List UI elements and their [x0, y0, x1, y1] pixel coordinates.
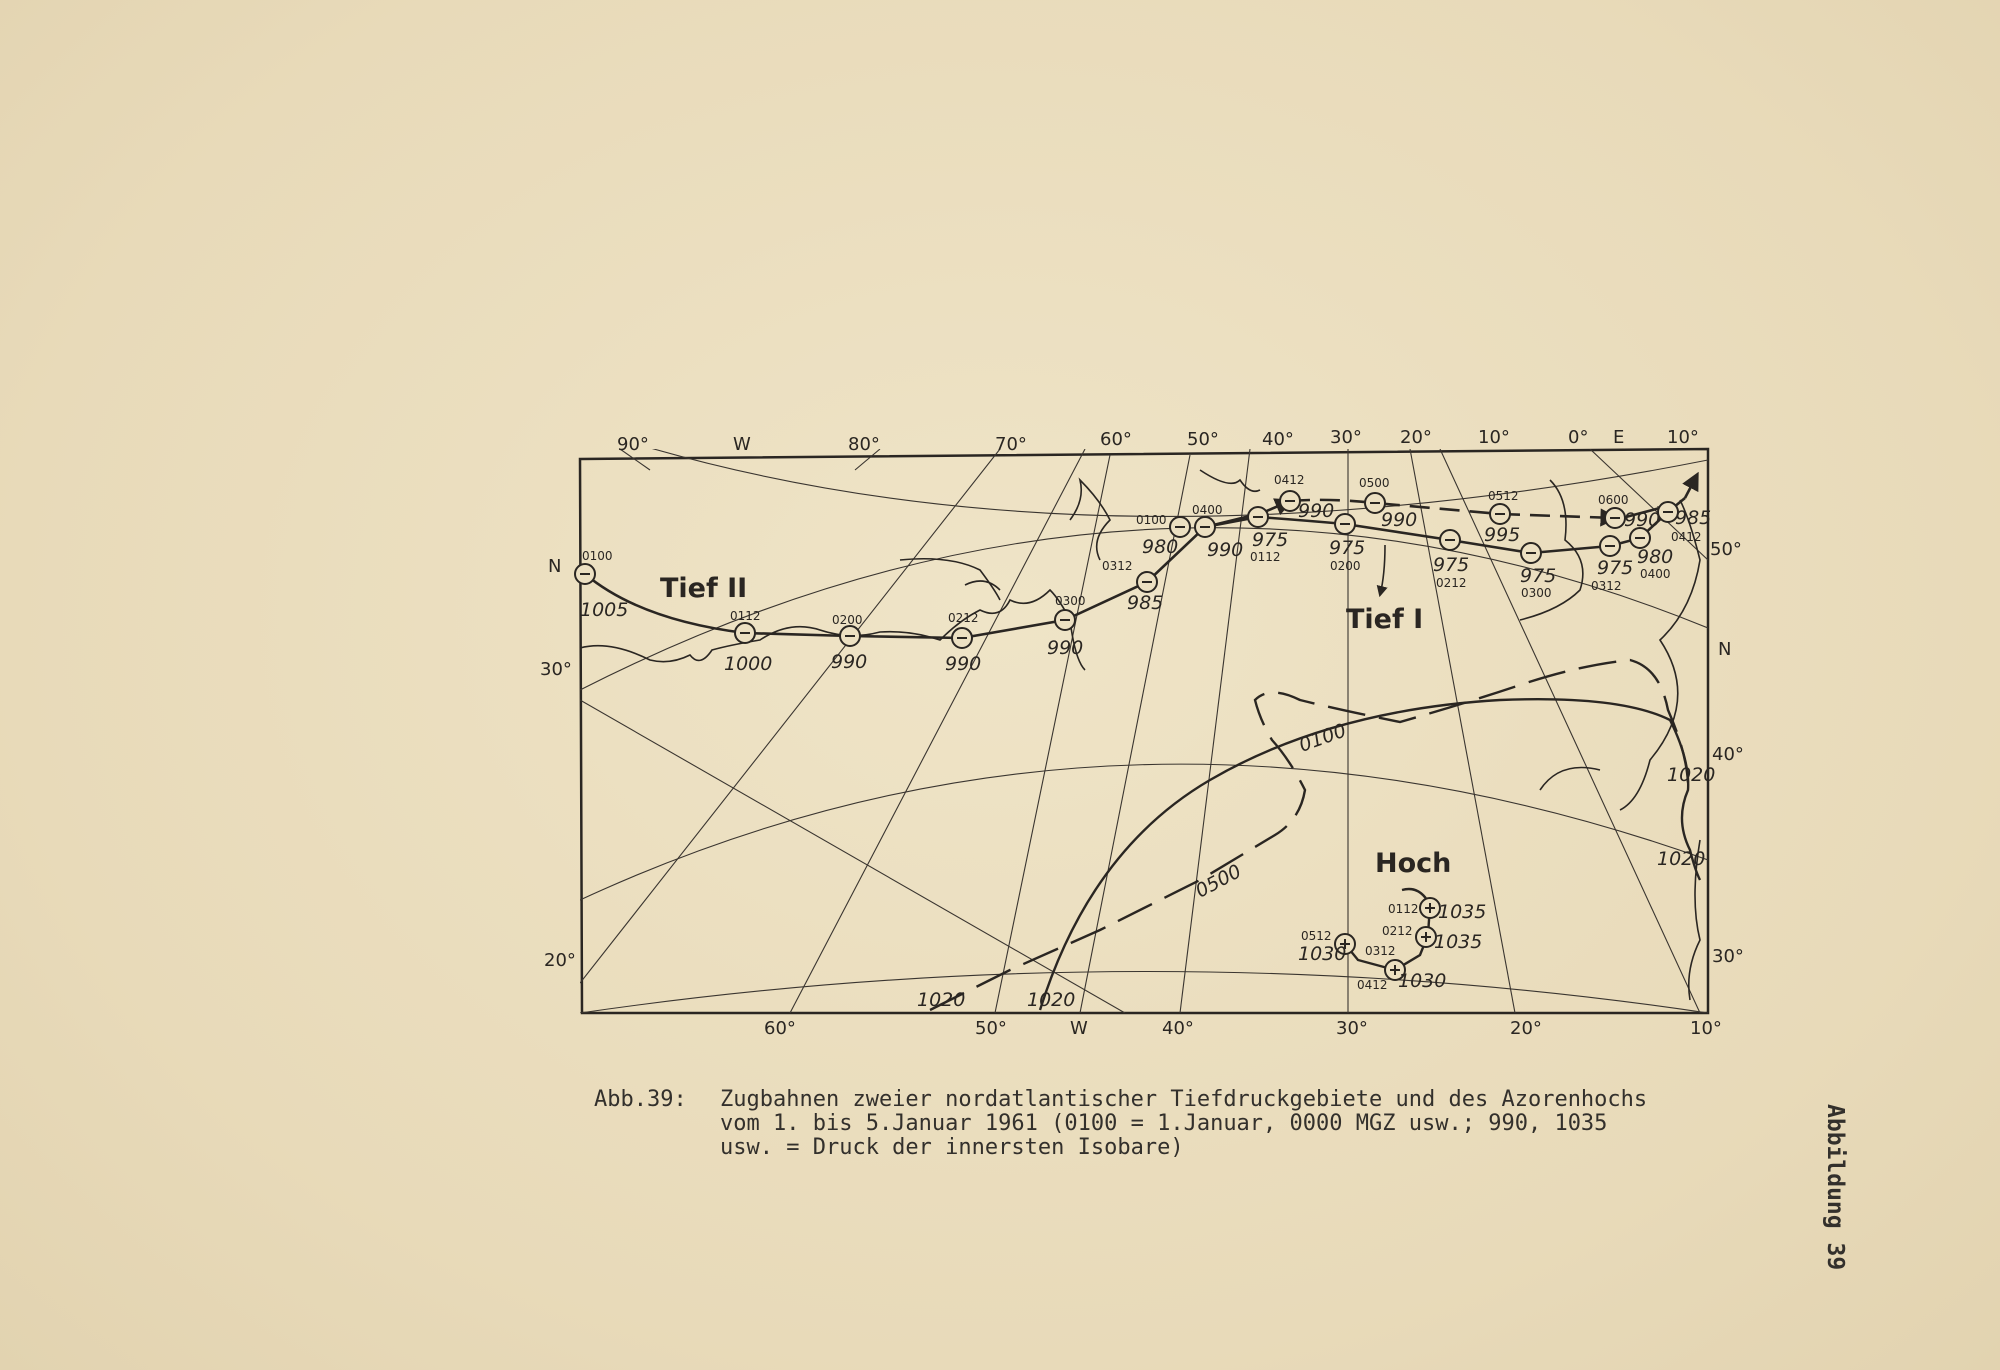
station-time: 0112 [730, 609, 761, 623]
graticule [580, 445, 1708, 1013]
map-frame [580, 449, 1708, 1013]
hoch-label: Hoch [1375, 848, 1452, 879]
top-tick-label: 10° [1478, 427, 1510, 448]
top-tick-label: 30° [1330, 427, 1362, 448]
station-time: 0312 [1102, 559, 1133, 573]
station-time: 0212 [948, 611, 979, 625]
top-tick-label: 10° [1667, 427, 1699, 448]
station-time: 0212 [1382, 924, 1413, 938]
bottom-axis [764, 1018, 1722, 1039]
station-time: 0300 [1055, 594, 1086, 608]
right-axis [1710, 539, 1744, 967]
top-tick-label: 80° [848, 434, 880, 455]
station-pressure: 990 [831, 651, 868, 673]
station-time: 0512 [1301, 929, 1332, 943]
bottom-tick-label: 40° [1162, 1018, 1194, 1039]
station-pressure: 980 [1637, 546, 1674, 568]
side-figure-label: Abbildung 39 [1822, 1104, 1848, 1271]
top-tick-label: 0° [1568, 427, 1589, 448]
station-time: 0100 [582, 549, 613, 563]
station-time: 0400 [1192, 503, 1223, 517]
top-tick-label: 20° [1400, 427, 1432, 448]
top-tick-label: 40° [1262, 429, 1294, 450]
station-pressure: 990 [1047, 637, 1084, 659]
left-tick-label: 30° [540, 659, 572, 680]
bottom-tick-label: 20° [1510, 1018, 1542, 1039]
station-pressure: 975 [1329, 537, 1366, 559]
station-pressure: 985 [1675, 507, 1712, 529]
tief2-label: Tief II [660, 573, 748, 604]
isobar-label-1020-b: 1020 [1027, 989, 1076, 1011]
station-pressure: 975 [1597, 557, 1634, 579]
isobar-label-1020-d: 1020 [1657, 848, 1706, 870]
station-pressure: 975 [1520, 565, 1557, 587]
station-time: 0312 [1365, 944, 1396, 958]
station-pressure: 1030 [1398, 970, 1447, 992]
bottom-tick-label: W [1070, 1018, 1088, 1039]
isobar-label-1020-c: 1020 [1667, 764, 1716, 786]
top-tick-label: W [733, 434, 751, 455]
bottom-tick-label: 60° [764, 1018, 796, 1039]
station-time: 0412 [1274, 473, 1305, 487]
top-tick-label: 60° [1100, 429, 1132, 450]
right-tick-label: 40° [1712, 744, 1744, 765]
station-time: 0100 [1136, 513, 1167, 527]
isobar-label-0500: 0500 [1192, 860, 1246, 903]
top-tick-label: E [1613, 427, 1625, 448]
station-time: 0400 [1640, 567, 1671, 581]
isobar-label-0100: 0100 [1296, 719, 1350, 757]
caption-number: Abb.39: [594, 1087, 687, 1112]
station-pressure: 975 [1433, 554, 1470, 576]
station-time: 0412 [1671, 530, 1702, 544]
right-tick-label: 50° [1710, 539, 1742, 560]
station-pressure: 990 [1207, 539, 1244, 561]
station-pressure: 990 [945, 653, 982, 675]
station-time: 0500 [1359, 476, 1390, 490]
station-pressure: 980 [1142, 536, 1179, 558]
station-pressure: 990 [1381, 509, 1418, 531]
left-tick-label: 20° [544, 950, 576, 971]
top-tick-label: 50° [1187, 429, 1219, 450]
tief1-label: Tief I [1346, 604, 1424, 635]
left-tick-label: N [548, 556, 562, 577]
station-pressure: 995 [1484, 524, 1521, 546]
station-time: 0112 [1388, 902, 1419, 916]
station-time: 0200 [1330, 559, 1361, 573]
station-pressure: 990 [1298, 500, 1335, 522]
caption-text: Zugbahnen zweier nordatlantischer Tiefdruckgebiete und des Azorenhochs vom 1. bis 5.Januar 1961 (0100 = 1.Januar, 0000 MGZ usw.; 990, 1035 usw. = Druck der innersten Isobare) [720, 1087, 1648, 1160]
station-pressure: 1005 [580, 599, 629, 621]
top-tick-label: 90° [617, 434, 649, 455]
bottom-tick-label: 50° [975, 1018, 1007, 1039]
station-time: 0300 [1521, 586, 1552, 600]
station-pressure: 1035 [1434, 931, 1483, 953]
station-time: 0312 [1591, 579, 1622, 593]
station-pressure: 975 [1252, 529, 1289, 551]
station-time: 0212 [1436, 576, 1467, 590]
station-pressure: 1035 [1438, 901, 1487, 923]
isobar-label-1020-a: 1020 [917, 989, 966, 1011]
station-time: 0112 [1250, 550, 1281, 564]
right-tick-label: N [1718, 639, 1732, 660]
left-axis [540, 556, 576, 971]
station-time: 0412 [1357, 978, 1388, 992]
station-pressure: 1000 [724, 653, 773, 675]
station-time: 0600 [1598, 493, 1629, 507]
station-pressure: 1030 [1298, 943, 1347, 965]
station-pressure: 990 [1624, 509, 1661, 531]
bottom-tick-label: 10° [1690, 1018, 1722, 1039]
top-tick-label: 70° [995, 434, 1027, 455]
right-tick-label: 30° [1712, 946, 1744, 967]
station-time: 0512 [1488, 489, 1519, 503]
bottom-tick-label: 30° [1336, 1018, 1368, 1039]
station-time: 0200 [832, 613, 863, 627]
station-pressure: 985 [1127, 592, 1164, 614]
